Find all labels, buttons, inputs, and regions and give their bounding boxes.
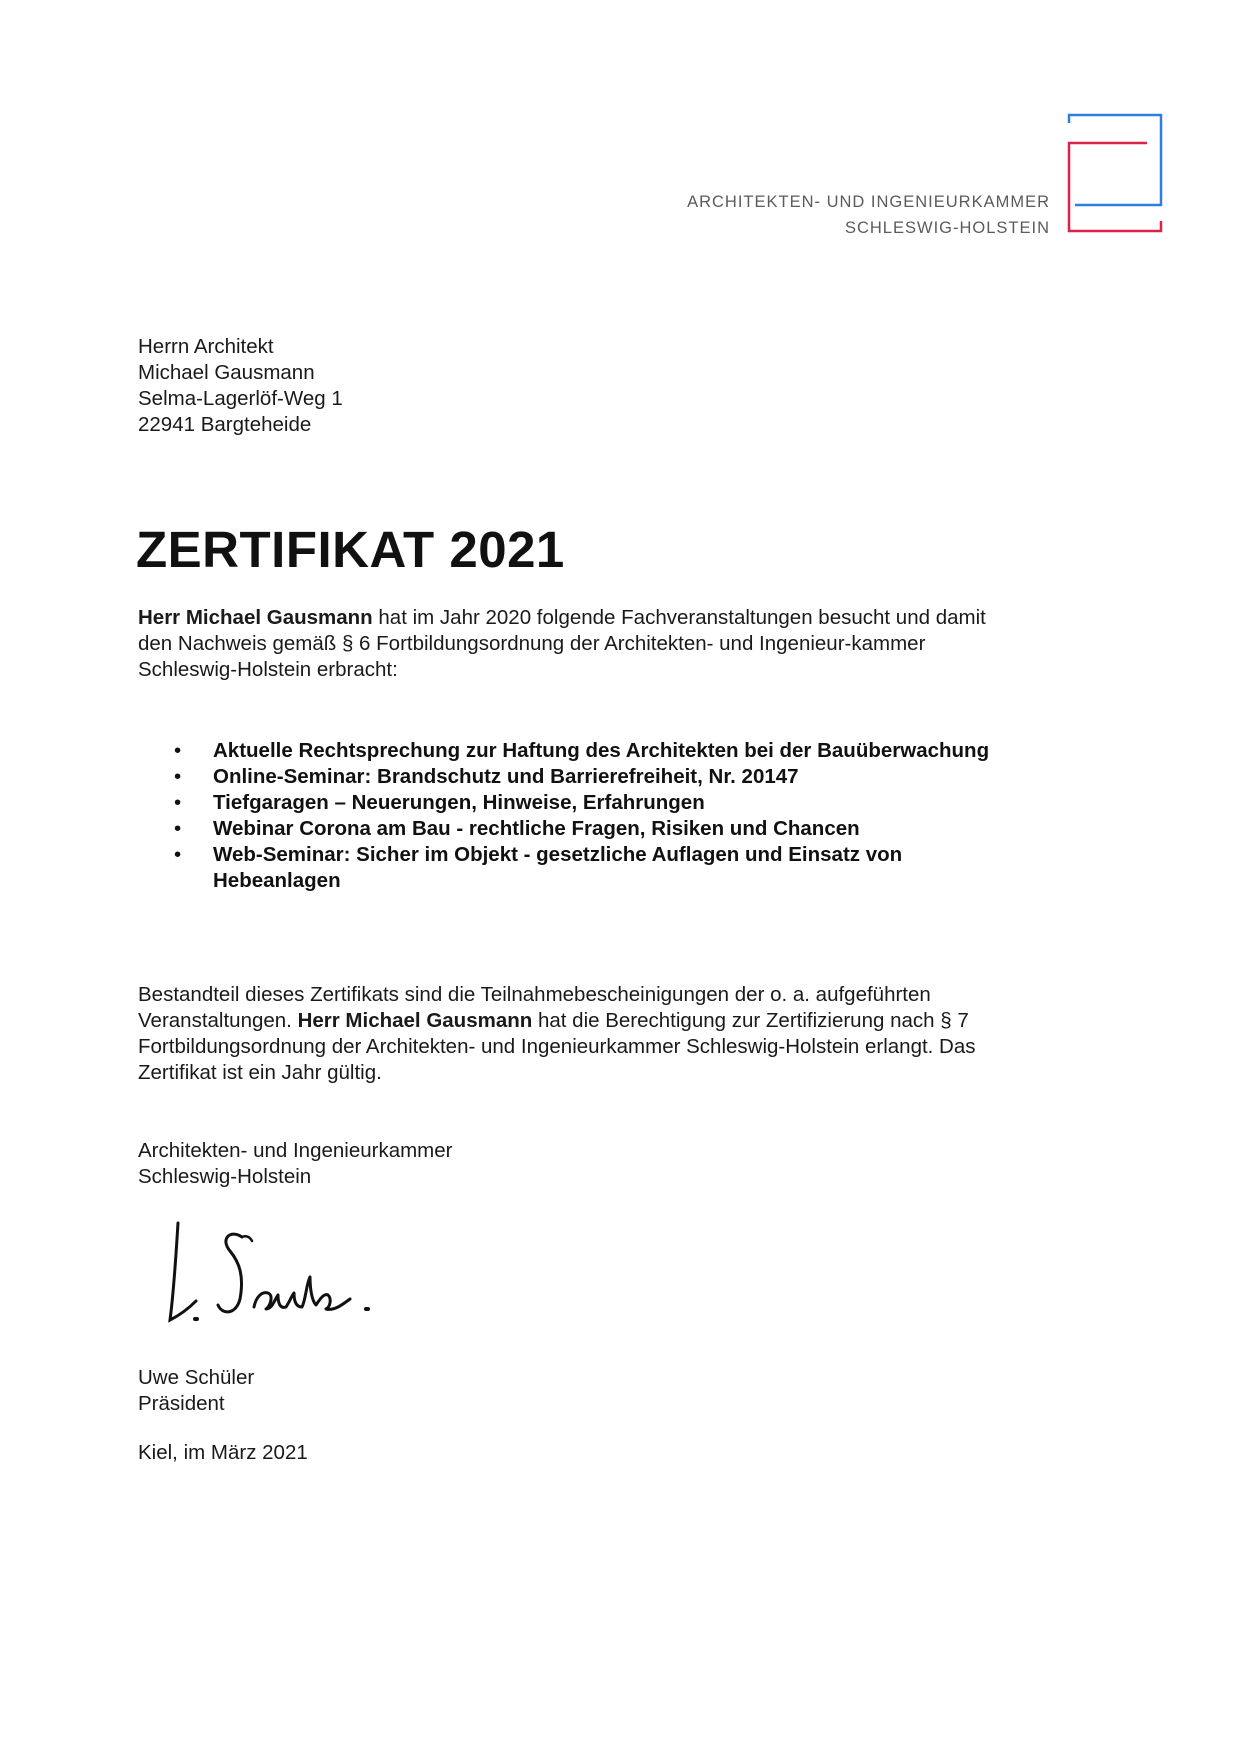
recipient-city: 22941 Bargteheide	[138, 413, 312, 436]
event-label: Webinar Corona am Bau - rechtliche Fragen, Risiken und Chancen	[213, 817, 860, 840]
event-label: Web-Seminar: Sicher im Objekt - gesetzliche Auflagen und Einsatz von Hebeanlagen	[213, 843, 903, 892]
place-and-date: Kiel, im März 2021	[138, 1441, 308, 1464]
recipient-name: Michael Gausmann	[138, 361, 315, 384]
intro-name: Herr Michael Gausmann	[138, 606, 373, 629]
event-item	[138, 764, 1018, 790]
event-item	[138, 842, 1018, 894]
intro-paragraph	[138, 605, 1018, 683]
certificate-title: ZERTIFIKAT 2021	[136, 521, 565, 578]
logo-blue-frame	[1069, 115, 1161, 205]
closing-paragraph	[138, 982, 1018, 1086]
letterhead-line-1: ARCHITEKTEN- UND INGENIEURKAMMER	[687, 193, 1050, 211]
event-item	[138, 816, 1018, 842]
recipient-salutation: Herrn Architekt	[138, 335, 274, 358]
signer-block	[138, 1365, 1018, 1417]
event-list	[138, 738, 1018, 894]
recipient-address	[138, 334, 343, 438]
closing-name: Herr Michael Gausmann	[297, 1009, 533, 1032]
recipient-street: Selma-Lagerlöf-Weg 1	[138, 387, 343, 410]
issuer-line-1: Architekten- und Ingenieurkammer	[138, 1139, 453, 1162]
signer-role: Präsident	[138, 1392, 225, 1415]
bullet: •	[174, 765, 182, 788]
letterhead-line-2: SCHLESWIG-HOLSTEIN	[844, 219, 1050, 237]
bullet: •	[174, 817, 182, 840]
issuer-line-2: Schleswig-Holstein	[138, 1165, 312, 1188]
signer-name: Uwe Schüler	[138, 1366, 255, 1389]
issuer-block	[138, 1138, 1018, 1190]
bullet: •	[174, 739, 182, 762]
event-item	[138, 790, 1018, 816]
intro-text: hat im Jahr 2020 folgende Fachveranstaltungen besucht und damit den Nachweis gemäß § 6 Fortbildungsordnung der Architekten- und Ingenieur-kammer Schleswig-Holstein erbracht:	[138, 606, 986, 681]
event-label: Online-Seminar: Brandschutz und Barrierefreiheit, Nr. 20147	[213, 765, 799, 788]
logo-red-frame	[1069, 143, 1161, 231]
closing-part-1: Bestandteil dieses Zertifikats sind die Teilnahmebescheinigungen der o. a. aufgeführten Veranstaltungen.	[138, 983, 931, 1032]
bullet: •	[174, 843, 182, 866]
letterhead	[687, 189, 1050, 241]
event-label: Tiefgaragen – Neuerungen, Hinweise, Erfahrungen	[213, 791, 705, 814]
signature-icon	[160, 1215, 400, 1330]
closing-part-2: hat die Berechtigung zur Zertifizierung nach § 7 Fortbildungsordnung der Architekten- und Ingenieurkammer Schleswig-Holstein erlangt. Das Zertifikat ist ein Jahr gültig.	[138, 1009, 976, 1084]
event-label: Aktuelle Rechtsprechung zur Haftung des Architekten bei der Bauüberwachung	[213, 739, 990, 762]
chamber-logo-icon	[1065, 113, 1163, 238]
event-item	[138, 738, 1018, 764]
bullet: •	[174, 791, 182, 814]
